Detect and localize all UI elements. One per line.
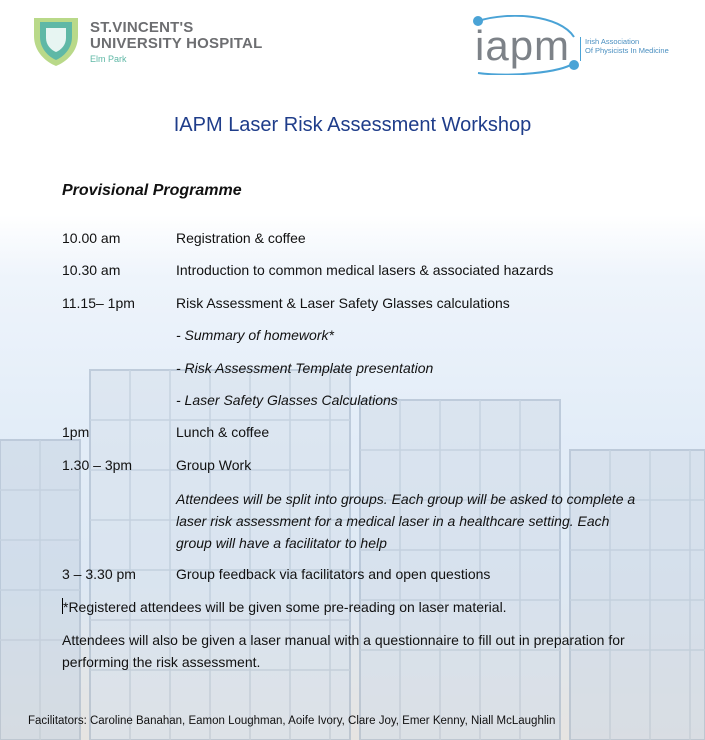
group-work-description: Attendees will be split into groups. Each group will be asked to complete a laser risk assessment for a medical laser in a healthcare setting. Each group will have a facilitator to help — [176, 491, 636, 551]
programme-time: 3 – 3.30 pm — [62, 566, 136, 582]
document-title: IAPM Laser Risk Assessment Workshop — [173, 114, 532, 136]
programme-desc: Risk Assessment & Laser Safety Glasses calculations — [176, 295, 510, 311]
hospital-location: Elm Park — [90, 54, 127, 64]
programme-desc: Group Work — [176, 457, 252, 473]
programme-time: 10.30 am — [62, 262, 121, 278]
programme-heading: Provisional Programme — [62, 182, 242, 199]
st-vincents-logo-text — [90, 20, 262, 64]
programme-desc: Introduction to common medical lasers & associated hazards — [176, 262, 554, 278]
iapm-logo — [470, 15, 690, 75]
programme-sub-item: - Laser Safety Glasses Calculations — [176, 392, 398, 408]
header — [0, 0, 705, 90]
programme-desc: Group feedback via facilitators and open questions — [176, 566, 491, 582]
st-vincents-shield-logo-icon — [30, 14, 82, 68]
programme-desc: Lunch & coffee — [176, 424, 270, 440]
manual-note: Attendees will also be given a laser manual with a questionnaire to fill out in preparation for performing the risk assessment. — [62, 632, 625, 670]
programme-time: 1pm — [62, 424, 90, 440]
iapm-desc-line: Of Physicists In Medicine — [585, 46, 669, 55]
facilitators-line: Facilitators: Caroline Banahan, Eamon Loughman, Aoife Ivory, Clare Joy, Emer Kenny, Niall McLaughlin — [28, 715, 556, 727]
programme-sub-item: - Risk Assessment Template presentation — [176, 360, 434, 376]
hospital-name-line1: ST.VINCENT'S — [90, 19, 194, 36]
iapm-wordmark: iapm — [475, 22, 571, 69]
programme-time: 11.15– 1pm — [62, 295, 135, 311]
programme-time: 10.00 am — [62, 230, 121, 246]
pre-reading-text: *Registered attendees will be given some pre-reading on laser material. — [63, 599, 507, 615]
iapm-desc-line: Irish Association — [585, 37, 640, 46]
programme-desc: Registration & coffee — [176, 230, 306, 246]
programme-time: 1.30 – 3pm — [62, 457, 133, 473]
iapm-divider — [580, 37, 581, 61]
hospital-name-line2: UNIVERSITY HOSPITAL — [90, 35, 263, 52]
iapm-description — [585, 37, 690, 55]
programme-sub-item: - Summary of homework* — [176, 327, 334, 343]
pre-reading-note[interactable] — [62, 596, 662, 618]
